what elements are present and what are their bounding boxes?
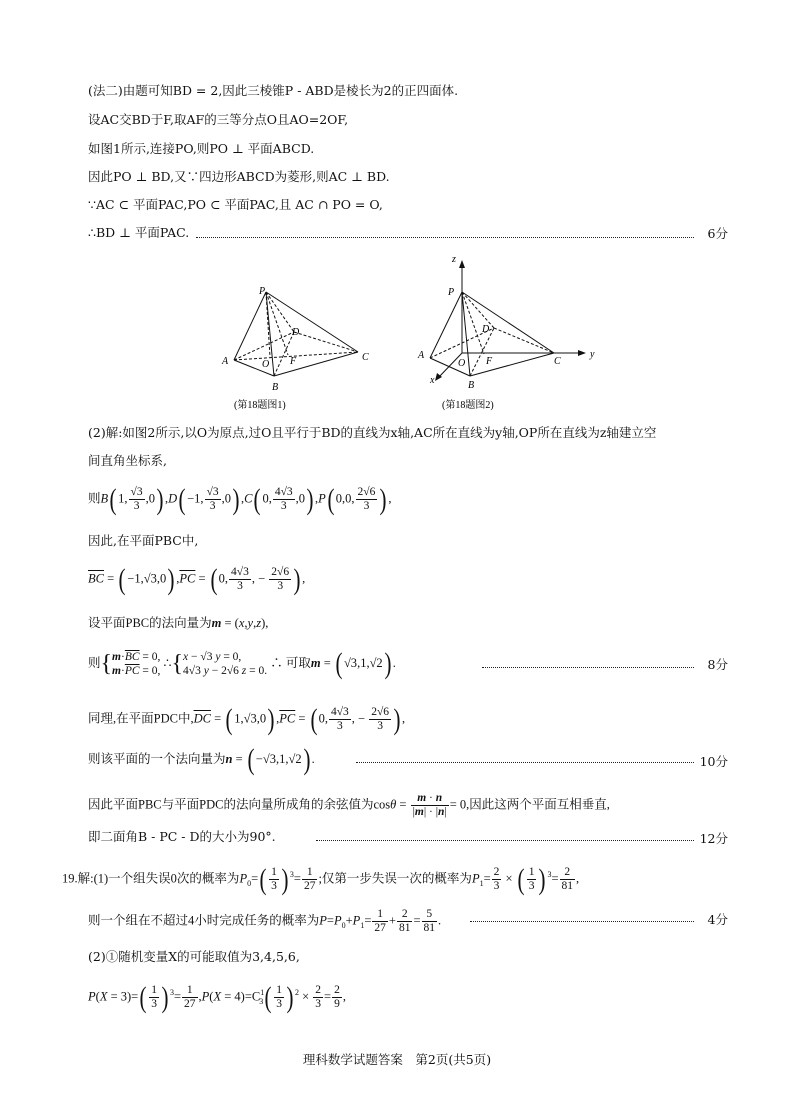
label-F: F [290,356,297,367]
dot-leader [470,921,694,922]
text-line-6: ∴BD ⊥ 平面PAC. [88,225,190,240]
label-F: F [486,356,493,367]
label-C: C [362,352,369,363]
dihedral-line: 即二面角B - PC - D的大小为90°. [88,829,276,844]
dot-leader [482,667,694,668]
q19-line-1: 19.解:(1)一个组失误0次的概率为$P_0=$( $\frac{1}{3}$ ) $^3$= $\frac{1}{27}$ ;仅第一步失误一次的概率为$P_1=$ $\frac{2}{3}$ × ( $\frac{1}{3}$ ) $^3$= $\frac{2}{81}$ , [62,862,580,896]
score-mark: 12分 [699,831,728,846]
text-line-1: (法二)由题可知BD = 2,因此三棱锥P - ABD是棱长为2的正四面体. [88,83,459,98]
label-P: P [448,287,455,298]
label-O: O [458,358,466,369]
cosine-line: 因此平面PBC与平面PDC的法向量所成角的余弦值为cosθ = $\frac{m \cdot n}{|m| \cdot |n|}$ = 0,因此这两个平面互相垂直, [88,792,610,818]
label-A: A [418,350,425,361]
dot-leader [316,840,694,841]
label-B: B [468,380,475,391]
text-line-2: 设AC交BD于F,取AF的三等分点O且AO=2OF, [88,112,349,127]
dot-leader [196,237,694,238]
q19-part2-line: (2)①随机变量X的可能取值为3,4,5,6, [88,949,300,964]
system-line: 则{$m\cdot\overline{BC} = 0$, $m\cdot\overline{PC} = 0$, ∴{x − √3 y = 0, 4√3 y − 2√6 z = 0. ∴ 可取m = ( √3,1,√2) . [88,647,396,680]
label-B: B [272,382,279,393]
in-plane-pbc-line: 因此,在平面PBC中, [88,533,199,548]
normal-m-line: 设平面PBC的法向量为m = (x,y,z), [88,616,269,630]
dot-leader [356,762,694,763]
score-mark: 10分 [699,754,728,769]
label-A: A [222,356,229,367]
label-C: C [554,356,561,367]
text-line-4: 因此PO ⊥ BD,又∵四边形ABCD为菱形,则AC ⊥ BD. [88,169,390,184]
q19-probabilities-line: P(X = 3)=( $\frac{1}{3}$ ) $^3$= $\frac{1}{27}$ $,P(X = 4)=C^1_3$( $\frac{1}{3}$ ) $^2$ × $\frac{2}{3}$ = $\frac{2}{9}$ , [88,980,346,1014]
vectors-bc-pc-line: $\overline{BC}$ = ( −1,√3,0) $,\overline{PC}$ = ( 0, $\frac{4√3}{3}$ , − $\frac{2√6}{3}$ ) , [88,562,306,596]
text-line-5: ∵AC ⊂ 平面PAC,PO ⊂ 平面PAC,且 AC ∩ PO = O, [88,197,383,212]
axis-x: x [430,375,435,386]
figure-2-caption: (第18题图2) [442,400,494,411]
label-D: D [292,327,300,338]
label-P: P [259,286,266,297]
figure-1-caption: (第18题图1) [234,400,286,411]
label-O: O [262,359,270,370]
score-mark: 4分 [707,912,728,927]
axis-y: y [590,349,595,360]
normal-n-line: 则该平面的一个法向量为n = ( −√3,1,√2) . [88,743,315,777]
score-mark: 8分 [707,657,728,672]
plane-pdc-line: 同理,在平面PDC中$,\overline{DC}$ = ( 1,√3,0) $,\overline{PC}$ = ( 0, $\frac{4√3}{3}$ , − $\frac{2√6}{3}$ ) , [88,702,406,736]
label-D: D [482,324,490,335]
figure-1 [212,280,382,415]
page-footer: 理科数学试题答案 第2页(共5页) [302,1052,492,1067]
q19-line-2: 则一个组在不超过4小时完成任务的概率为$P=P_0+P_1=$ $\frac{1}{27}$ + $\frac{2}{81}$ = $\frac{5}{81}$ . [88,908,442,934]
coordinates-line: 则B( 1, $\frac{√3}{3}$ ,0) ,D( −1, $\frac{√3}{3}$ ,0) ,C( 0, $\frac{4√3}{3}$ ,0) ,P( 0,0, $\frac{2√6}{3}$ ) , [88,482,392,516]
score-mark: 6分 [707,226,728,241]
figure-2 [410,250,600,415]
text-line-3: 如图1所示,连接PO,则PO ⊥ 平面ABCD. [88,141,315,156]
part2-intro-line1: (2)解:如图2所示,以O为原点,过O且平行于BD的直线为x轴,AC所在直线为y轴,OP所在直线为z轴建立空 [88,425,657,440]
axis-z: z [452,254,456,265]
part2-intro-line2: 间直角坐标系, [88,453,167,468]
